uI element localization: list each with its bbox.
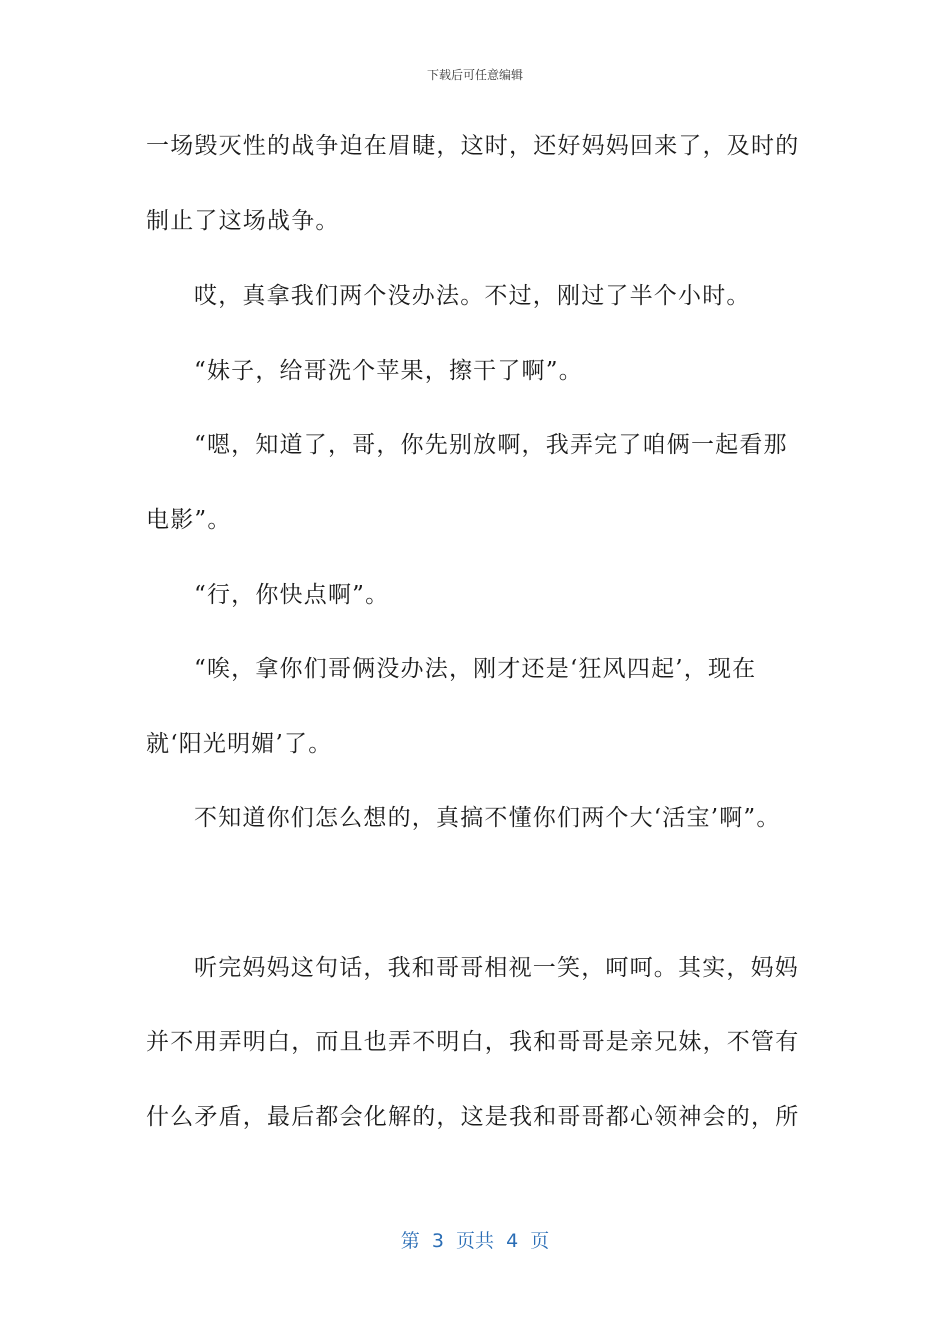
text-line: 听完妈妈这句话，我和哥哥相视一笑，呵呵。其实，妈妈: [194, 955, 799, 981]
text-line: “行，你快点啊”。: [194, 582, 390, 608]
text-line: 不知道你们怎么想的，真搞不懂你们两个大‘活宝’啊”。: [194, 805, 781, 831]
page-number: 第 3 页共 4 页: [400, 1230, 550, 1252]
text-line: “妹子，给哥洗个苹果，擦干了啊”。: [194, 358, 583, 384]
text-line: “嗯，知道了，哥，你先别放啊，我弄完了咱俩一起看那: [194, 432, 788, 458]
text-line: 什么矛盾，最后都会化解的，这是我和哥哥都心领神会的，所: [146, 1104, 800, 1130]
text-line: 哎，真拿我们两个没办法。不过，刚过了半个小时。: [194, 283, 751, 309]
text-line: 一场毁灭性的战争迫在眉睫，这时，还好妈妈回来了，及时的: [146, 133, 800, 159]
text-line: 制止了这场战争。: [146, 208, 340, 234]
text-line: 电影”。: [146, 507, 232, 533]
text-line: 就‘阳光明媚’了。: [146, 731, 333, 757]
text-line: “唉，拿你们哥俩没办法，刚才还是‘狂风四起’，现在: [194, 656, 757, 682]
header-note: 下载后可任意编辑: [426, 68, 523, 82]
text-line: 并不用弄明白，而且也弄不明白，我和哥哥是亲兄妹，不管有: [146, 1029, 800, 1055]
